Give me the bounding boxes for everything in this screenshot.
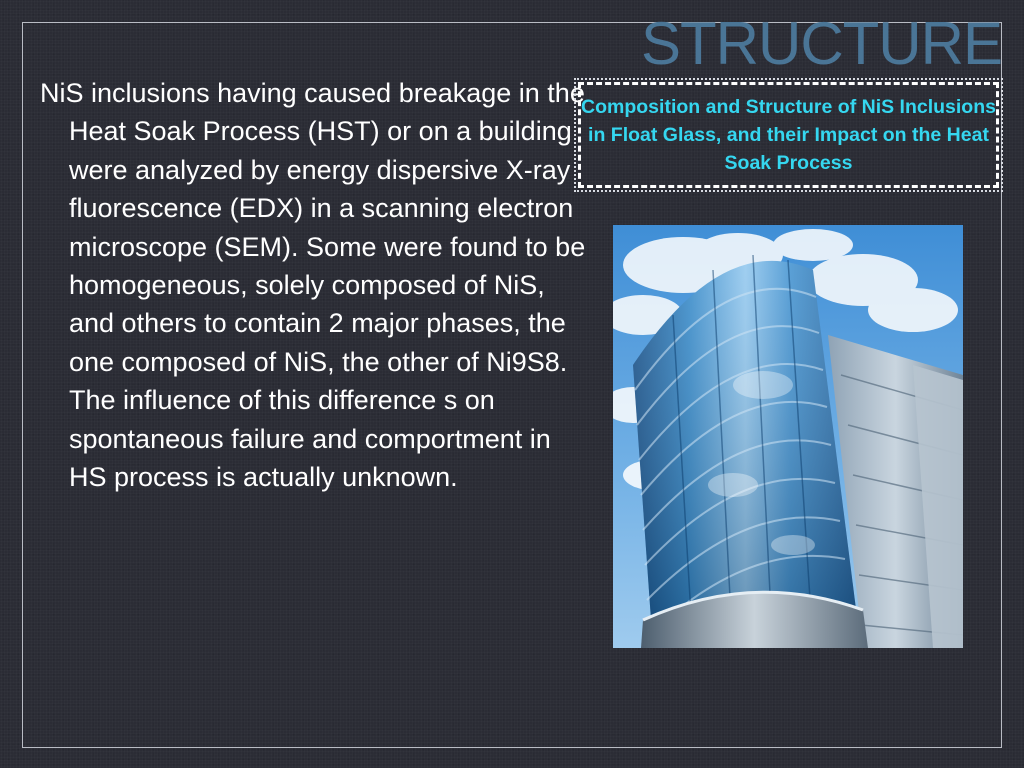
body-paragraph: NiS inclusions having caused breakage in the Heat Soak Process (HST) or on a building were analyzed by energy dispersive X-ray fluorescence (EDX) in a scanning electron microscope (SEM). Some were found to be homogeneous, solely composed of NiS, and others to contain 2 major phases, the one composed of NiS, the other of Ni9S8. The influence of this difference s on spontaneous failure and comportment in HS process is actually unknown. xyxy=(40,78,586,493)
building-photo xyxy=(613,225,963,648)
caption-box xyxy=(578,82,999,188)
caption-text: Composition and Structure of NiS Inclusions in Float Glass, and their Impact on the Heat Soak Process xyxy=(581,96,996,174)
slide-title: STRUCTURE xyxy=(641,10,1002,77)
